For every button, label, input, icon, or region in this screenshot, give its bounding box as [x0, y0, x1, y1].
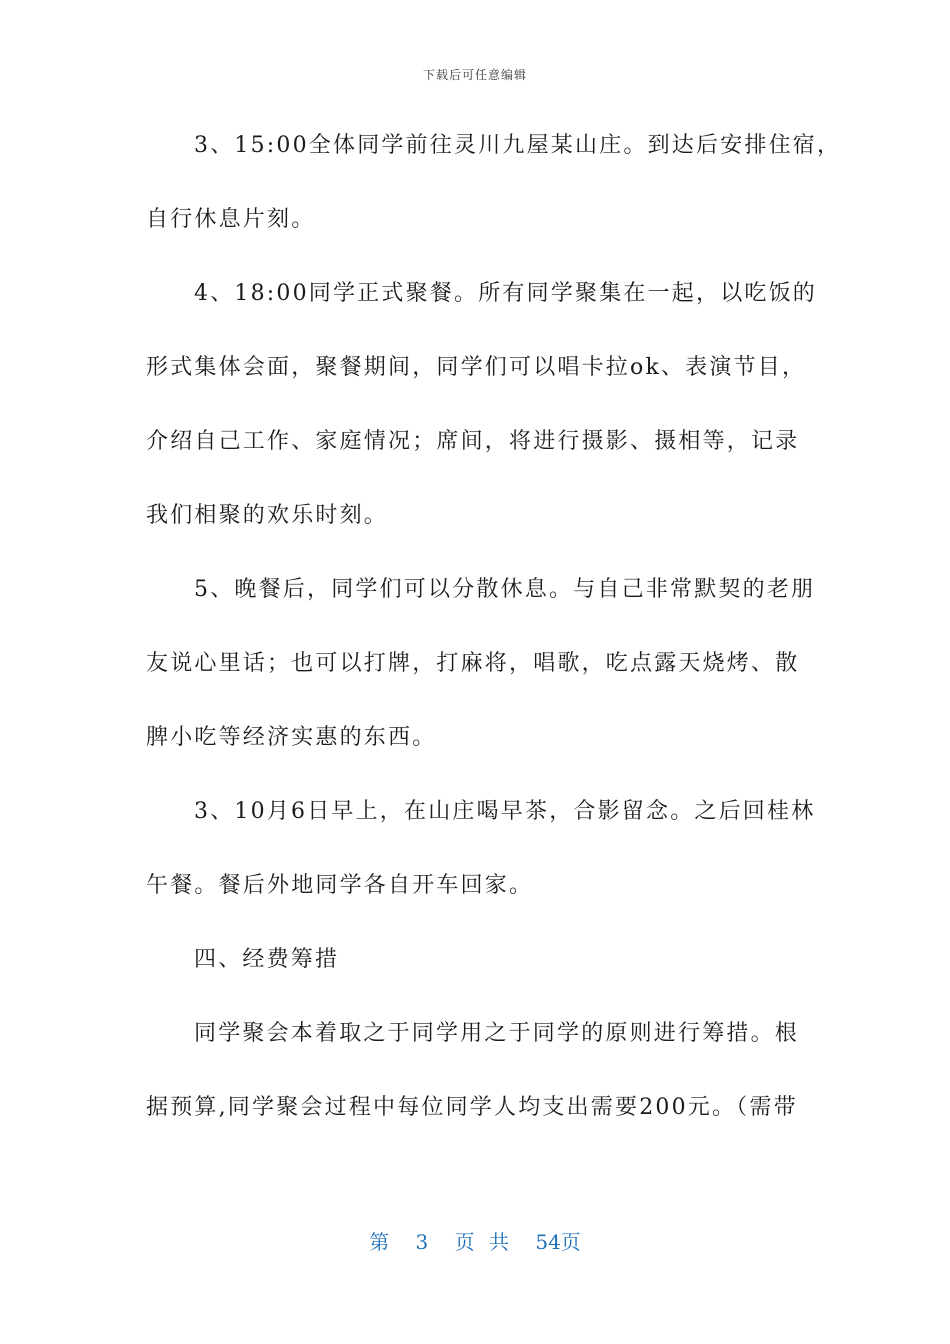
page-header: 下载后可任意编辑: [422, 68, 527, 82]
paragraph-line: 形式集体会面，聚餐期间，同学们可以唱卡拉ok、表演节目，: [146, 355, 807, 380]
section-heading: 四、经费筹措: [194, 947, 340, 972]
document-body: [146, 124, 842, 1160]
paragraph-line: 3、10月6日早上，在山庄喝早茶，合影留念。之后回桂林: [194, 799, 816, 824]
paragraph-line: 据预算,同学聚会过程中每位同学人均支出需要200元。（需带: [146, 1095, 798, 1120]
page-footer: [0, 1226, 950, 1255]
paragraph-line: 我们相聚的欢乐时刻。: [146, 503, 389, 528]
paragraph-line: 4、18:00同学正式聚餐。所有同学聚集在一起，以吃饭的: [194, 281, 817, 306]
total-pages: 54页: [535, 1230, 581, 1254]
paragraph-line: 友说心里话；也可以打牌，打麻将，唱歌，吃点露天烧烤、散: [146, 651, 800, 676]
paragraph-line: 自行休息片刻。: [146, 207, 316, 232]
paragraph-line: 3、15:00全体同学前往灵川九屋某山庄。到达后安排住宿，: [194, 133, 842, 158]
paragraph-line: 脾小吃等经济实惠的东西。: [146, 725, 437, 750]
current-page-number: 3: [415, 1230, 429, 1254]
paragraph-line: 5、晚餐后，同学们可以分散休息。与自己非常默契的老朋: [194, 577, 816, 602]
paragraph-line: 同学聚会本着取之于同学用之于同学的原则进行筹措。根: [194, 1021, 800, 1046]
footer-prefix: 第: [369, 1230, 390, 1254]
paragraph-line: 介绍自己工作、家庭情况；席间，将进行摄影、摄相等，记录: [146, 429, 800, 454]
footer-middle: 页 共: [454, 1230, 509, 1254]
paragraph-line: 午餐。餐后外地同学各自开车回家。: [146, 873, 534, 898]
